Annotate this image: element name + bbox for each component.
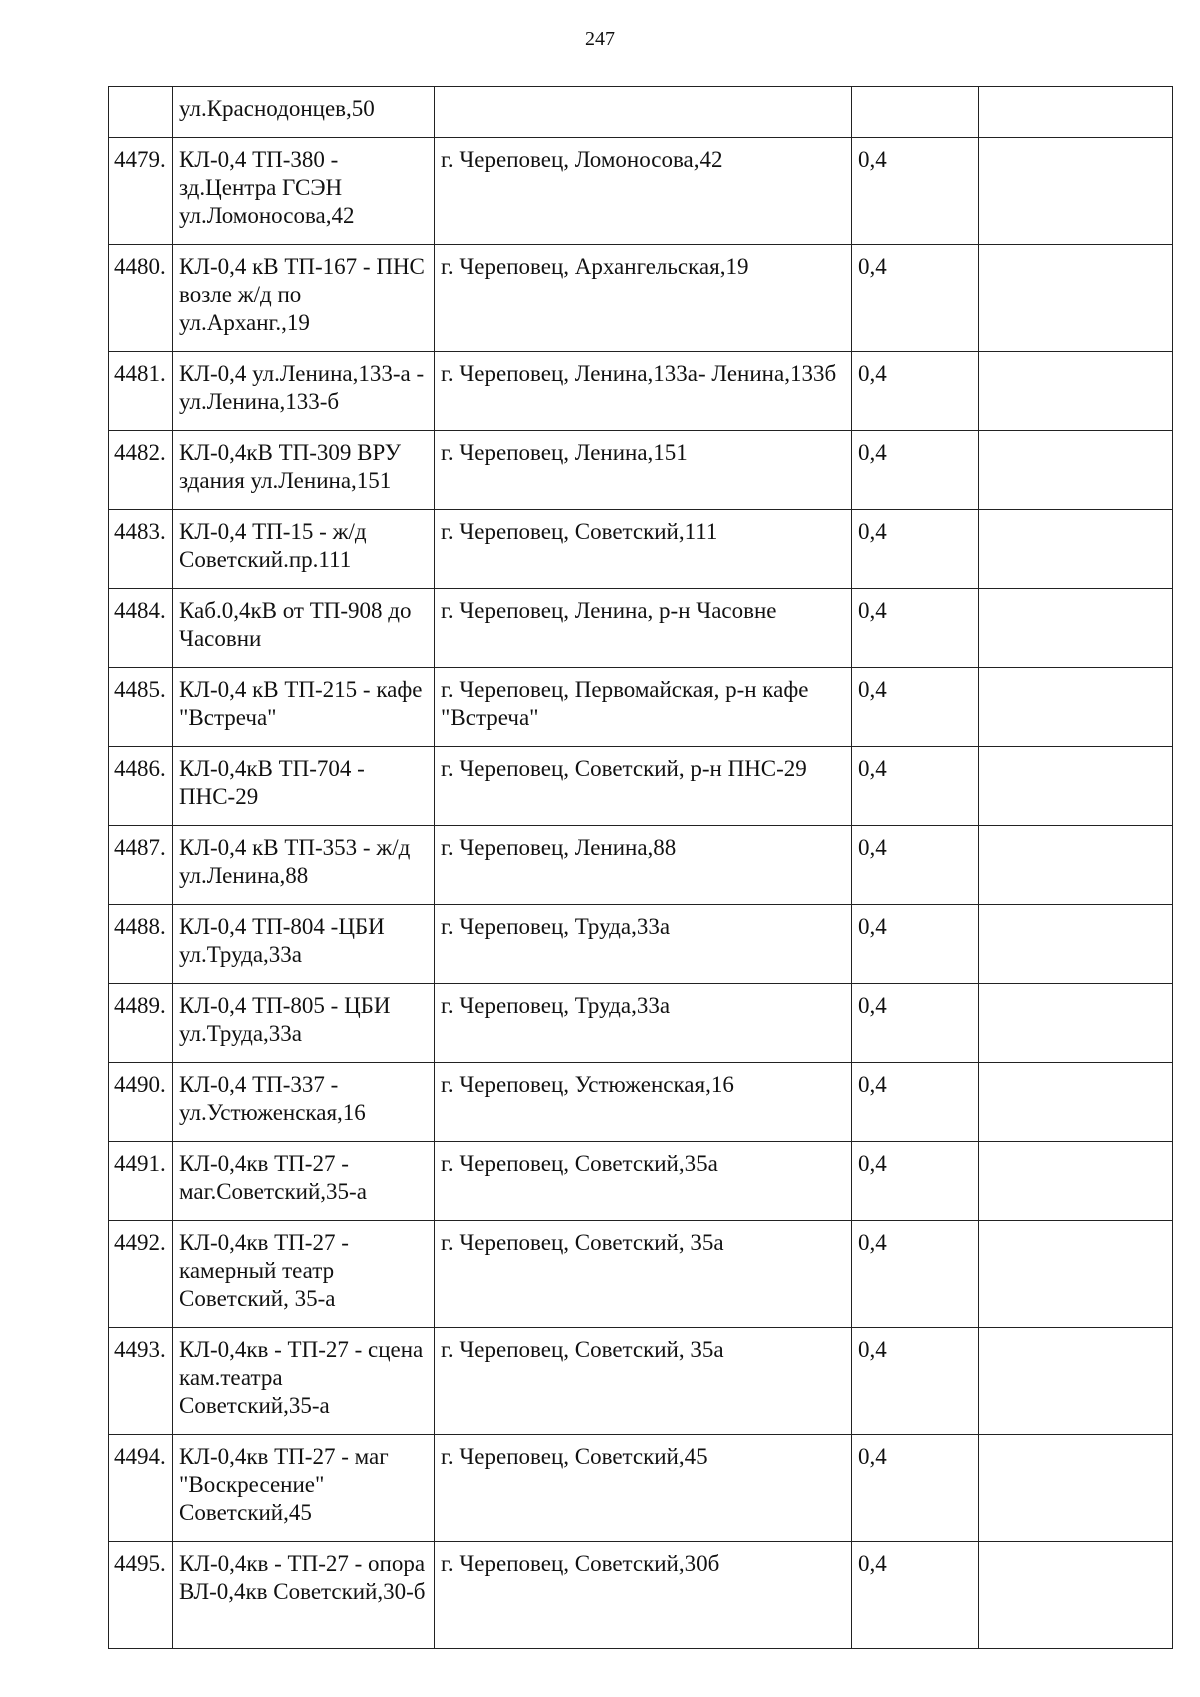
address	[435, 87, 852, 138]
line-name: КЛ-0,4 ТП-380 - зд.Центра ГСЭН ул.Ломоносова,42	[173, 138, 435, 245]
row-number: 4484.	[109, 589, 173, 668]
note	[979, 1221, 1173, 1328]
address: г. Череповец, Советский,30б	[435, 1542, 852, 1649]
voltage: 0,4	[852, 431, 979, 510]
address: г. Череповец, Устюженская,16	[435, 1063, 852, 1142]
line-name: ул.Краснодонцев,50	[173, 87, 435, 138]
table-row	[109, 245, 1173, 352]
row-number: 4479.	[109, 138, 173, 245]
table-row	[109, 589, 1173, 668]
table-row	[109, 138, 1173, 245]
row-number: 4485.	[109, 668, 173, 747]
table-row	[109, 1542, 1173, 1649]
page-number: 247	[585, 28, 615, 50]
voltage: 0,4	[852, 668, 979, 747]
row-number: 4494.	[109, 1435, 173, 1542]
voltage: 0,4	[852, 1221, 979, 1328]
table-row	[109, 826, 1173, 905]
address: г. Череповец, Советский,45	[435, 1435, 852, 1542]
line-name: КЛ-0,4 кВ ТП-215 - кафе "Встреча"	[173, 668, 435, 747]
note	[979, 747, 1173, 826]
note	[979, 1435, 1173, 1542]
line-name: КЛ-0,4кв - ТП-27 - сцена кам.театра Советский,35-а	[173, 1328, 435, 1435]
voltage: 0,4	[852, 1542, 979, 1649]
voltage: 0,4	[852, 1328, 979, 1435]
line-name: КЛ-0,4 ТП-805 - ЦБИ ул.Труда,33а	[173, 984, 435, 1063]
row-number: 4482.	[109, 431, 173, 510]
registry-table	[108, 86, 1173, 1649]
note	[979, 87, 1173, 138]
line-name: КЛ-0,4 ТП-337 - ул.Устюженская,16	[173, 1063, 435, 1142]
row-number: 4483.	[109, 510, 173, 589]
line-name: КЛ-0,4кВ ТП-309 ВРУ здания ул.Ленина,151	[173, 431, 435, 510]
table-row	[109, 668, 1173, 747]
note	[979, 668, 1173, 747]
note	[979, 245, 1173, 352]
note	[979, 984, 1173, 1063]
address: г. Череповец, Советский,111	[435, 510, 852, 589]
note	[979, 1063, 1173, 1142]
line-name: КЛ-0,4 ТП-15 - ж/д Советский.пр.111	[173, 510, 435, 589]
voltage: 0,4	[852, 245, 979, 352]
row-number: 4488.	[109, 905, 173, 984]
voltage: 0,4	[852, 510, 979, 589]
note	[979, 1142, 1173, 1221]
line-name: КЛ-0,4кВ ТП-704 - ПНС-29	[173, 747, 435, 826]
line-name: КЛ-0,4 ТП-804 -ЦБИ ул.Труда,33а	[173, 905, 435, 984]
note	[979, 826, 1173, 905]
address: г. Череповец, Советский, 35а	[435, 1328, 852, 1435]
line-name: КЛ-0,4 кВ ТП-353 - ж/д ул.Ленина,88	[173, 826, 435, 905]
address: г. Череповец, Ленина,151	[435, 431, 852, 510]
note	[979, 138, 1173, 245]
address: г. Череповец, Ленина,88	[435, 826, 852, 905]
address: г. Череповец, Ломоносова,42	[435, 138, 852, 245]
voltage: 0,4	[852, 589, 979, 668]
voltage: 0,4	[852, 826, 979, 905]
table-row	[109, 905, 1173, 984]
note	[979, 1542, 1173, 1649]
note	[979, 431, 1173, 510]
line-name: КЛ-0,4кв - ТП-27 - опора ВЛ-0,4кв Советский,30-б	[173, 1542, 435, 1649]
row-number: 4486.	[109, 747, 173, 826]
address: г. Череповец, Первомайская, р-н кафе "Встреча"	[435, 668, 852, 747]
note	[979, 589, 1173, 668]
line-name: Каб.0,4кВ от ТП-908 до Часовни	[173, 589, 435, 668]
row-number: 4495.	[109, 1542, 173, 1649]
line-name: КЛ-0,4кв ТП-27 - маг.Советский,35-а	[173, 1142, 435, 1221]
row-number: 4480.	[109, 245, 173, 352]
table-row	[109, 510, 1173, 589]
address: г. Череповец, Советский, 35а	[435, 1221, 852, 1328]
row-number	[109, 87, 173, 138]
row-number: 4493.	[109, 1328, 173, 1435]
note	[979, 352, 1173, 431]
row-number: 4489.	[109, 984, 173, 1063]
voltage: 0,4	[852, 1142, 979, 1221]
voltage: 0,4	[852, 747, 979, 826]
line-name: КЛ-0,4 кВ ТП-167 - ПНС возле ж/д по ул.Арханг.,19	[173, 245, 435, 352]
address: г. Череповец, Советский, р-н ПНС-29	[435, 747, 852, 826]
voltage: 0,4	[852, 984, 979, 1063]
table-row	[109, 1063, 1173, 1142]
row-number: 4487.	[109, 826, 173, 905]
row-number: 4491.	[109, 1142, 173, 1221]
row-number: 4490.	[109, 1063, 173, 1142]
address: г. Череповец, Труда,33а	[435, 905, 852, 984]
address: г. Череповец, Архангельская,19	[435, 245, 852, 352]
row-number: 4492.	[109, 1221, 173, 1328]
table-row	[109, 431, 1173, 510]
table-row	[109, 1328, 1173, 1435]
table-row	[109, 984, 1173, 1063]
table-row	[109, 1221, 1173, 1328]
line-name: КЛ-0,4кв ТП-27 - маг "Воскресение" Советский,45	[173, 1435, 435, 1542]
address: г. Череповец, Труда,33а	[435, 984, 852, 1063]
note	[979, 905, 1173, 984]
voltage: 0,4	[852, 1435, 979, 1542]
line-name: КЛ-0,4кв ТП-27 - камерный театр Советский, 35-а	[173, 1221, 435, 1328]
voltage: 0,4	[852, 1063, 979, 1142]
note	[979, 510, 1173, 589]
line-name: КЛ-0,4 ул.Ленина,133-а - ул.Ленина,133-б	[173, 352, 435, 431]
table-row	[109, 747, 1173, 826]
address: г. Череповец, Ленина, р-н Часовне	[435, 589, 852, 668]
voltage: 0,4	[852, 138, 979, 245]
voltage	[852, 87, 979, 138]
address: г. Череповец, Ленина,133а- Ленина,133б	[435, 352, 852, 431]
row-number: 4481.	[109, 352, 173, 431]
table-row	[109, 1435, 1173, 1542]
address: г. Череповец, Советский,35а	[435, 1142, 852, 1221]
table-row	[109, 352, 1173, 431]
registry-table-body	[109, 87, 1173, 1649]
voltage: 0,4	[852, 905, 979, 984]
note	[979, 1328, 1173, 1435]
table-row	[109, 87, 1173, 138]
table-row	[109, 1142, 1173, 1221]
voltage: 0,4	[852, 352, 979, 431]
